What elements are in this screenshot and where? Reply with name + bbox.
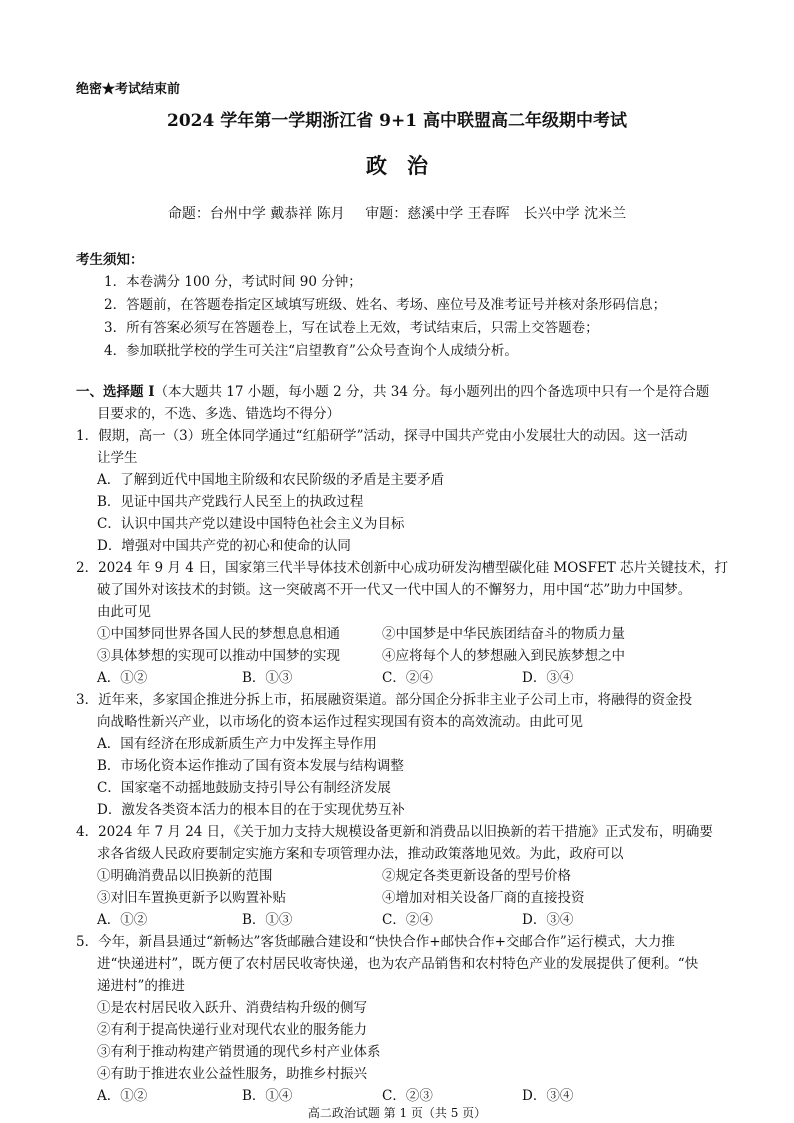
q5-option-c: C．②③ (382, 1088, 433, 1104)
q5-stem-cont: 递进村”的推进 (97, 978, 185, 994)
q5-statement-4: ④有助于推进农业公益性服务，助推乡村振兴 (97, 1066, 367, 1082)
page-footer: 高二政治试题 第 1 页（共 5 页） (307, 1106, 487, 1120)
q4-statement-3: ③对旧车置换更新予以购置补贴 (97, 890, 286, 906)
q2-statement-4: ④应将每个人的梦想融入到民族梦想之中 (382, 648, 625, 664)
q3-option-b: B．市场化资本运作推动了国有资本发展与结构调整 (97, 758, 404, 774)
exam-title: 2024 学年第一学期浙江省 9+1 高中联盟高二年级期中考试 (167, 111, 627, 131)
q5-stem-cont: 进“快递进村”，既方便了农村居民收寄快递，也为农产品销售和农村特色产业的发展提供了便利。“快 (97, 956, 699, 972)
q2-option-b: B．①③ (242, 670, 293, 686)
q2-stem-cont: 破了国外对该技术的封锁。这一突破离不开一代又一代中国人的不懈努力，用中国“芯”助力中国梦。 (97, 582, 692, 598)
q1-option-d: D．增强对中国共产党的初心和使命的认同 (97, 538, 351, 554)
q1-option-b: B．见证中国共产党践行人民至上的执政过程 (97, 494, 364, 510)
q5-statement-1: ①是农村居民收入跃升、消费结构升级的侧写 (97, 1000, 367, 1016)
q1-option-c: C．认识中国共产党以建设中国特色社会主义为目标 (97, 516, 405, 532)
q5-statement-2: ②有利于提高快递行业对现代农业的服务能力 (97, 1022, 367, 1038)
q1-option-a: A．了解到近代中国地主阶级和农民阶级的矛盾是主要矛盾 (97, 472, 445, 488)
q2-stem: 2．2024 年 9 月 4 日，国家第三代半导体技术创新中心成功研发沟槽型碳化硅 MOSFET 芯片关键技术，打 (76, 560, 729, 576)
q4-statement-2: ②规定各类更新设备的型号价格 (382, 868, 571, 884)
q4-option-c: C．②④ (382, 912, 433, 928)
authors-reviewers: 审题：慈溪中学 王春晖 长兴中学 沈米兰 (365, 206, 627, 222)
notice-heading: 考生须知： (76, 252, 144, 268)
q2-option-c: C．②④ (382, 670, 433, 686)
q4-option-a: A．①② (97, 912, 148, 928)
notice-item: 2．答题前，在答题卷指定区域填写班级、姓名、考场、座位号及准考证号并核对条形码信息； (104, 297, 667, 313)
q2-stem-cont: 由此可见 (97, 604, 151, 620)
section-desc-cont: 目要求的，不选、多选、错选均不得分） (97, 406, 340, 422)
q4-stem: 4．2024 年 7 月 24 日，《关于加力支持大规模设备更新和消费品以旧换新的若干措施》正式发布，明确要 (76, 824, 713, 840)
q2-option-a: A．①② (97, 670, 148, 686)
section-heading (76, 380, 709, 400)
q4-stem-cont: 求各省级人民政府要制定实施方案和专项管理办法，推动政策落地见效。为此，政府可以 (97, 846, 624, 862)
q5-option-b: B．①④ (242, 1088, 293, 1104)
q4-statement-1: ①明确消费品以旧换新的范围 (97, 868, 273, 884)
notice-item: 3．所有答案必须写在答题卷上，写在试卷上无效，考试结束后，只需上交答题卷； (104, 320, 599, 336)
q3-option-d: D．激发各类资本活力的根本目的在于实现优势互补 (97, 802, 405, 818)
q5-option-d: D．③④ (522, 1088, 574, 1104)
q2-statement-1: ①中国梦同世界各国人民的梦想息息相通 (97, 626, 340, 642)
q2-statement-3: ③具体梦想的实现可以推动中国梦的实现 (97, 648, 340, 664)
q5-option-a: A．①② (97, 1088, 148, 1104)
q5-stem: 5．今年，新昌县通过“新畅达”客货邮融合建设和“快快合作+邮快合作+交邮合作”运行模式，大力推 (76, 934, 675, 950)
notice-item: 1．本卷满分 100 分，考试时间 90 分钟； (104, 274, 362, 290)
q4-statement-4: ④增加对相关设备厂商的直接投资 (382, 890, 585, 906)
q3-option-a: A．国有经济在形成新质生产力中发挥主导作用 (97, 736, 377, 752)
q4-option-b: B．①③ (242, 912, 293, 928)
q2-option-d: D．③④ (522, 670, 574, 686)
confidential-mark: 绝密★考试结束前 (76, 82, 181, 97)
q1-stem: 1．假期，高一（3）班全体同学通过“红船研学”活动，探寻中国共产党由小发展壮大的动因。这一活动 (76, 428, 688, 444)
notice-item: 4．参加联批学校的学生可关注“启望教育”公众号查询个人成绩分析。 (104, 343, 518, 359)
q2-statement-2: ②中国梦是中华民族团结奋斗的物质力量 (382, 626, 625, 642)
section-desc: （本大题共 17 小题，每小题 2 分，共 34 分。每小题列出的四个备选项中只有一个是符合题 (154, 384, 710, 400)
q4-option-d: D．③④ (522, 912, 574, 928)
q1-stem-cont: 让学生 (97, 450, 138, 466)
authors-line (0, 203, 794, 223)
q5-statement-3: ③有利于推动构建产销贯通的现代乡村产业体系 (97, 1044, 381, 1060)
q3-stem-cont: 向战略性新兴产业，以市场化的资本运作过程实现国有资本的高效流动。由此可见 (97, 714, 583, 730)
authors-setters: 命题：台州中学 戴恭祥 陈月 (167, 206, 345, 222)
q3-option-c: C．国家毫不动摇地鼓励支持引导公有制经济发展 (97, 780, 391, 796)
section-label: 一、选择题 I (76, 384, 155, 400)
q3-stem: 3．近年来，多家国企推进分拆上市，拓展融资渠道。部分国企分拆非主业子公司上市，将融得的资金投 (76, 692, 693, 708)
subject-title: 政治 (366, 153, 448, 178)
